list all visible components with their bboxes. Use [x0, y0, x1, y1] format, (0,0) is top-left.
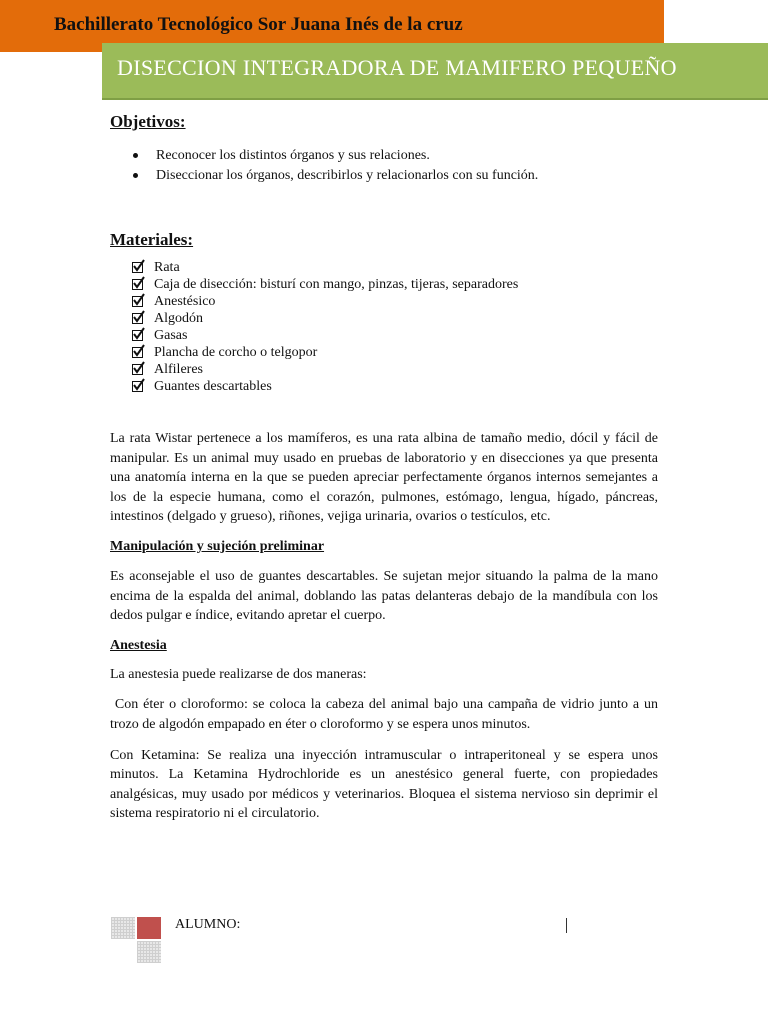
- red-square: [137, 917, 161, 939]
- checked-box-icon: [132, 364, 143, 375]
- eter-paragraph: Con éter o cloroformo: se coloca la cabeza del animal bajo una campaña de vidrio junto a un trozo de algodón empapado en éter o cloroformo y se espera unos minutos.: [110, 697, 662, 732]
- footer-separator: [566, 918, 567, 933]
- material-label: Algodón: [154, 311, 203, 326]
- material-label: Rata: [154, 260, 180, 275]
- school-name: Bachillerato Tecnológico Sor Juana Inés de la cruz: [54, 14, 463, 35]
- material-label: Anestésico: [154, 294, 216, 309]
- objetivos-list: [132, 146, 658, 186]
- manipulacion-paragraph: Es aconsejable el uso de guantes descartables. Se sujetan mejor situando la palma de la mano encima de la espalda del animal, doblando las patas delanteras debajo de la mandíbula con los dedos pulgar e índice, evitando apretar el cuerpo.: [110, 568, 658, 624]
- material-item: [132, 327, 658, 344]
- material-item: [132, 361, 658, 378]
- checked-box-icon: [132, 296, 143, 307]
- anestesia-intro: La anestesia puede realizarse de dos maneras:: [110, 666, 367, 682]
- checked-box-icon: [132, 330, 143, 341]
- intro-paragraph: La rata Wistar pertenece a los mamíferos, es una rata albina de tamaño medio, dócil y fácil de manipular. Es un animal muy usado en pruebas de laboratorio y en disecciones ya que presenta una anatomía interna en la que se pueden apreciar perfectamente órganos internos semejantes a los de la especie humana, como el corazón, pulmones, estómago, lengua, hígado, páncreas, intestinos (delgado y grueso), riñones, vejiga urinaria, ovarios o testículos, etc.: [110, 431, 658, 525]
- grey-grid-square: [111, 917, 135, 939]
- checked-box-icon: [132, 381, 143, 392]
- title-banner: [102, 43, 768, 100]
- material-item: [132, 310, 658, 327]
- material-label: Caja de disección: bisturí con mango, pinzas, tijeras, separadores: [154, 277, 519, 292]
- anestesia-heading: Anestesia: [110, 637, 167, 653]
- material-item: [132, 378, 658, 395]
- material-item: [132, 259, 658, 276]
- grey-grid-square: [137, 941, 161, 963]
- checked-box-icon: [132, 262, 143, 273]
- material-item: [132, 293, 658, 310]
- checked-box-icon: [132, 313, 143, 324]
- materiales-list: [132, 259, 658, 395]
- manipulacion-heading: Manipulación y sujeción preliminar: [110, 538, 325, 554]
- materiales-heading: Materiales:: [110, 230, 194, 249]
- material-label: Gasas: [154, 328, 188, 343]
- material-item: [132, 276, 658, 293]
- objetivo-item: Reconocer los distintos órganos y sus relaciones.: [132, 146, 658, 166]
- document-body: [110, 110, 662, 824]
- ketamina-paragraph: Con Ketamina: Se realiza una inyección intramuscular o intraperitoneal y se espera unos minutos. La Ketamina Hydrochloride es un anestésico general fuerte, con propiedades analgésicas, muy usado por médicos y veterinarios. Bloquea el sistema nervioso sin deprimir el sistema respiratorio ni el circulatorio.: [110, 747, 658, 822]
- footer-decoration: [111, 917, 163, 965]
- checked-box-icon: [132, 347, 143, 358]
- objetivos-heading: Objetivos:: [110, 112, 186, 131]
- document-title: DISECCION INTEGRADORA DE MAMIFERO PEQUEÑO: [117, 55, 677, 80]
- checked-box-icon: [132, 279, 143, 290]
- material-item: [132, 344, 658, 361]
- alumno-label: ALUMNO:: [175, 917, 241, 932]
- material-label: Plancha de corcho o telgopor: [154, 345, 318, 360]
- objetivo-item: Diseccionar los órganos, describirlos y relacionarlos con su función.: [132, 166, 658, 186]
- material-label: Guantes descartables: [154, 379, 272, 394]
- material-label: Alfileres: [154, 362, 203, 377]
